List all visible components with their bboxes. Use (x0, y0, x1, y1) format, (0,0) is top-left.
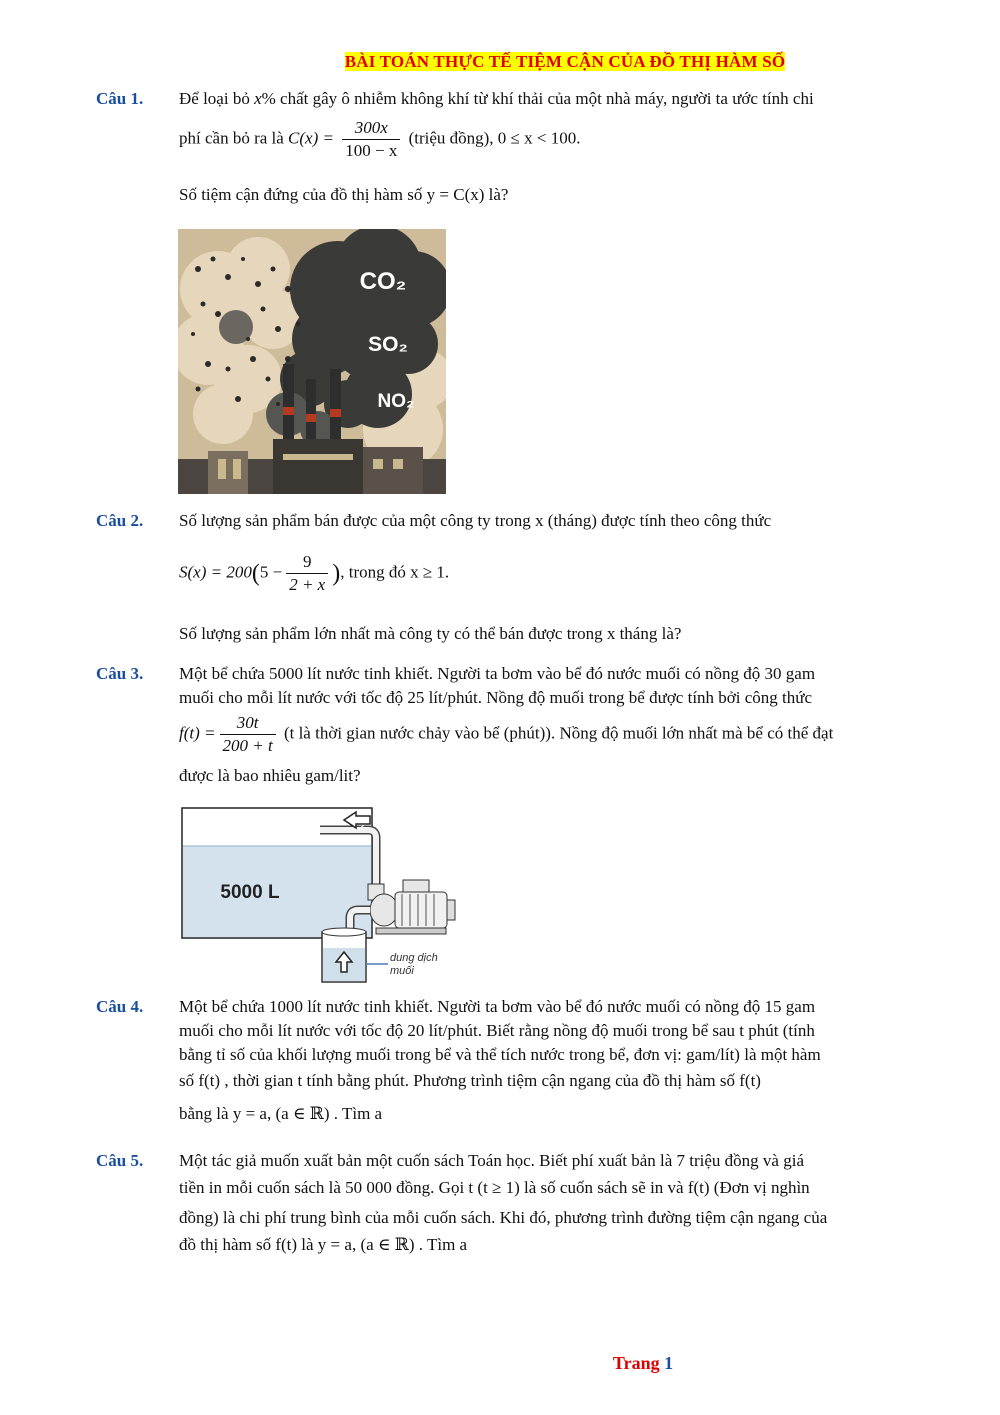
question-text-2: muối cho mỗi lít nước với tốc độ 20 lít/phút. Biết rằng nồng độ muối trong bể sau t phút (tính (179, 1021, 815, 1040)
factory-pollution-image (178, 229, 446, 494)
question-label: Câu 4. (96, 997, 144, 1016)
concentration-formula: f(t) = $\frac{30t}{200 + t}$ (t là thời gian nước chảy vào bể (phút)). Nồng độ muối lớn nhất mà bể có thể đạt (179, 713, 834, 755)
solution-label-2: muối (390, 965, 414, 977)
page-title: BÀI TOÁN THỰC TẾ TIỆM CẬN CỦA ĐỒ THỊ HÀM SỐ (344, 52, 786, 71)
question-text: Một bể chứa 1000 lít nước tinh khiết. Người ta bơm vào bể đó nước muối có nồng độ 15 gam (179, 997, 816, 1016)
question-5 (96, 1151, 966, 1271)
question-text: Một bể chứa 5000 lít nước tinh khiết. Người ta bơm vào bể đó nước muối có nồng độ 30 gam (179, 664, 816, 683)
no2-label: NO₂ (377, 391, 415, 412)
question-text: Số lượng sản phẩm bán được của một công ty trong x (tháng) được tính theo công thức (179, 511, 772, 530)
question-text-3: bằng tỉ số của khối lượng muối trong bể và thể tích nước trong bể, đơn vị: gam/lít) là một hàm (179, 1045, 821, 1064)
question-text: Một tác giả muốn xuất bản một cuốn sách Toán học. Biết phí xuất bản là 7 triệu đồng và giá (179, 1151, 804, 1170)
question-prompt: đồ thị hàm số f(t) là y = a, (a ∈ ℝ) . Tìm a (179, 1235, 468, 1254)
question-4 (96, 997, 966, 1137)
tank-label: 5000 L (220, 882, 280, 903)
question-2 (96, 511, 966, 651)
question-prompt: Số lượng sản phẩm lớn nhất mà công ty có thể bán được trong x tháng là? (179, 624, 682, 643)
question-1 (96, 89, 966, 489)
co2-label: CO₂ (359, 268, 407, 295)
question-text-4: số f(t) , thời gian t tính bằng phút. Phương trình tiệm cận ngang của đồ thị hàm số f(t) (179, 1071, 761, 1090)
question-text-3: đồng) là chi phí trung bình của mỗi cuốn sách. Khi đó, phương trình đường tiệm cận ngang của (179, 1208, 828, 1227)
sales-formula: S(x) = 200(5 − $\frac{9}{2 + x}$ ), trong đó x ≥ 1. (179, 552, 450, 594)
question-text: Để loại bỏ x% chất gây ô nhiễm không khí từ khí thải của một nhà máy, người ta ước tính chi (179, 89, 814, 108)
question-text-2: tiền in mỗi cuốn sách là 50 000 đồng. Gọi t (t ≥ 1) là số cuốn sách sẽ in và f(t) (Đơn vị nghìn (179, 1178, 810, 1197)
question-prompt: được là bao nhiêu gam/lit? (179, 766, 361, 785)
question-prompt: Số tiệm cận đứng của đồ thị hàm số y = C(x) là? (179, 185, 509, 204)
question-3 (96, 664, 966, 994)
question-label: Câu 3. (96, 664, 144, 683)
cost-formula: phí cần bỏ ra là C(x) = $\frac{300x}{100 - x}$ (triệu đồng), 0 ≤ x < 100. (179, 118, 581, 160)
question-text-2: muối cho mỗi lít nước với tốc độ 25 lít/phút. Nồng độ muối trong bể được tính bởi công thức (179, 688, 813, 707)
solution-label: dung dịch (390, 952, 438, 964)
page-number: Trang 1 (612, 1353, 674, 1373)
question-label: Câu 1. (96, 89, 144, 108)
tank-pump-diagram (180, 806, 470, 986)
question-label: Câu 2. (96, 511, 144, 530)
question-label: Câu 5. (96, 1151, 144, 1170)
so2-label: SO₂ (368, 333, 408, 356)
question-prompt: bằng là y = a, (a ∈ ℝ) . Tìm a (179, 1104, 383, 1123)
